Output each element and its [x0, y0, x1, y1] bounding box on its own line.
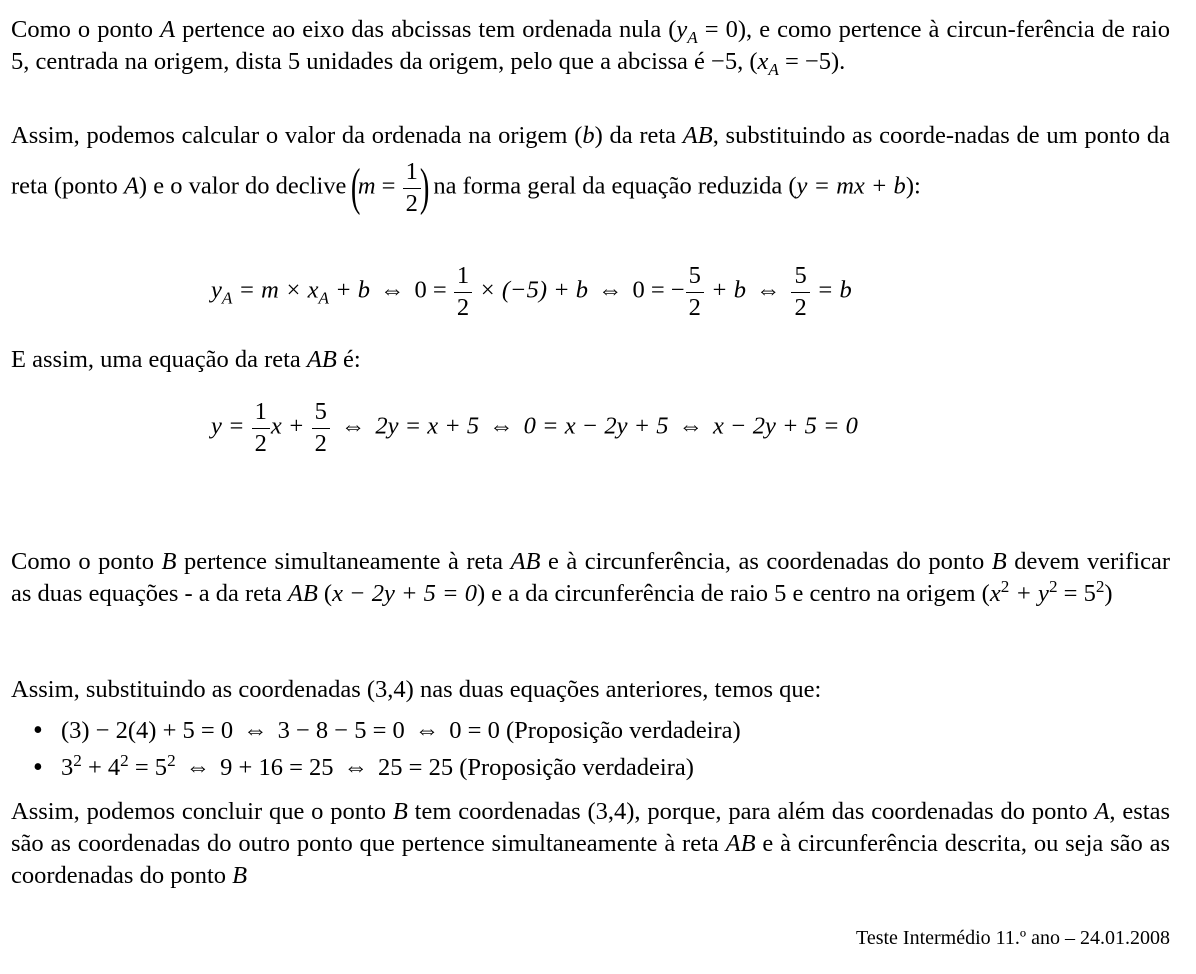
- list-item: • (3) − 2(4) + 5 = 0 ⇔ 3 − 8 − 5 = 0 ⇔ 0 = 0 (Proposição verdadeira): [11, 712, 1170, 749]
- paragraph-slope: Assim, podemos calcular o valor da ordenada na origem (b) da reta AB, substituindo as coorde-nadas de um ponto da reta (ponto A) e o valor do declive (m = $\frac{1}{2}$ ) na forma geral da equação reduzida (y = mx + b):: [11, 122, 1171, 217]
- equation-line-ab: y = $\frac{1}{2}$ x + $\frac{5}{2}$ ⇔ 2y = x + 5 ⇔ 0 = x − 2y + 5 ⇔ x − 2y + 5 = 0: [211, 398, 858, 457]
- paragraph-line-equation: E assim, uma equação da reta AB é:: [11, 346, 361, 373]
- paragraph-substitution: Assim, substituindo as coordenadas (3,4) nas duas equações anteriores, temos que:: [11, 676, 822, 703]
- verification-list: [11, 712, 1170, 786]
- paragraph-conclusion: Assim, podemos concluir que o ponto B tem coordenadas (3,4), porque, para além das coordenadas do ponto A, estas são as coordenadas do outro ponto que pertence simultaneamente à reta AB e à circunferência descrita, ou seja são as coordenadas do ponto B: [11, 798, 1171, 889]
- slope-fraction: $\frac{1}{2}$: [403, 160, 421, 216]
- equation-ordinate: $y_A = m \times x_A + b$ ⇔ 0 = $\frac{1}{2}$ × (−5) + b ⇔ 0 = − $\frac{5}{2}$ + b ⇔ $\frac{5}{2}$ = b: [211, 262, 852, 321]
- list-item: • $3^2 + 4^2 = 5^2$ ⇔ 9 + 16 = 25 ⇔ 25 = 25 (Proposição verdadeira): [11, 749, 1170, 786]
- paragraph-point-a: Como o ponto A pertence ao eixo das abcissas tem ordenada nula $(y_A = 0)$, e como pertence à circun-ferência de raio 5, centrada na origem, dista 5 unidades da origem, pelo que a abcissa é −5, $(x_A = -5)$.: [11, 16, 1170, 79]
- source-footer: Teste Intermédio 11.º ano – 24.01.2008: [856, 927, 1170, 949]
- paragraph-point-b: Como o ponto B pertence simultaneamente à reta AB e à circunferência, as coordenadas do ponto B devem verificar as duas equações - a da reta AB (x − 2y + 5 = 0) e a da circunferência de raio 5 e centro na origem $(x^2 + y^2 = 5^2)$: [11, 548, 1170, 607]
